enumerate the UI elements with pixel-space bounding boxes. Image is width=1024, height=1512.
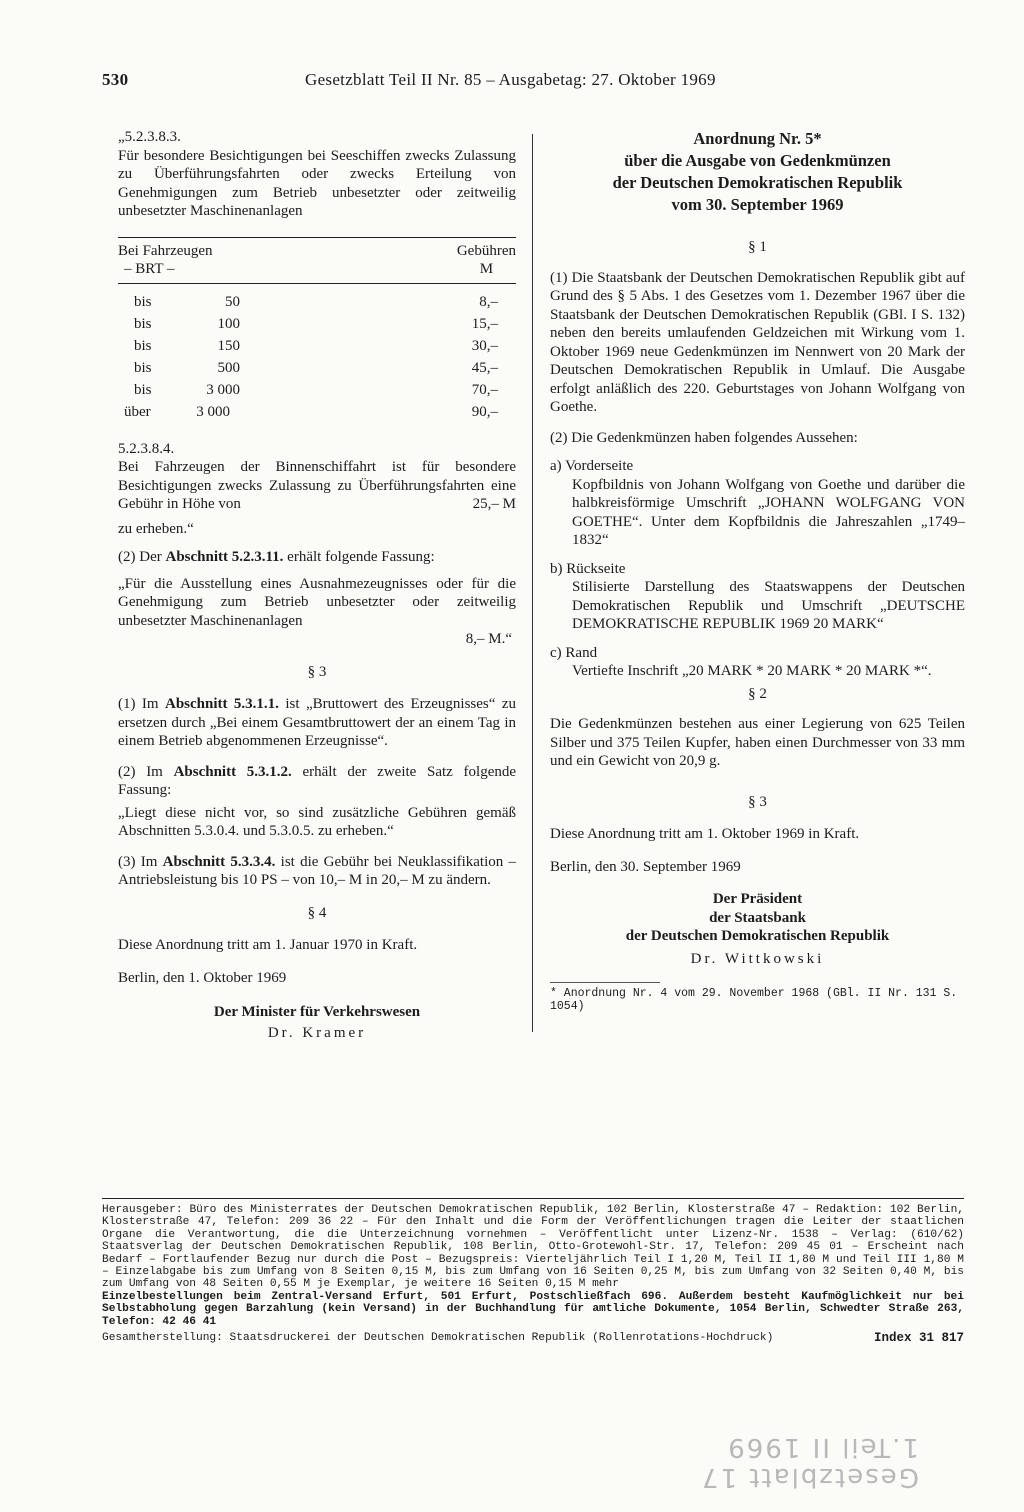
paragraph: (3) Im Abschnitt 5.3.3.4. ist die Gebühr bei Neuklassifikation – Antriebsleistung bis 10 PS – von 10,– M in 20,– M zu ändern. (118, 853, 517, 888)
quote-paragraph: „Für die Ausstellung eines Ausnahmezeugnisses oder für die Genehmigung zum Betrieb unbesetzter oder zeitweilig unbesetzter Maschinenanlagen (118, 575, 516, 629)
paragraph: Bei Fahrzeugen der Binnenschiffahrt ist für besondere Besichtigungen zwecks Zulassung zu Überführungsfahrten eine Gebühr in Höhe von 25,– M (118, 459, 516, 512)
list-item-text: Stilisierte Darstellung des Staatswappens der Deutschen Demokratischen Republik und Umschrift „DEUTSCHE DEMOKRATISCHE REPUBLIK 1969 20 MARK“ (572, 579, 965, 632)
imprint-printer: Gesamtherstellung: Staatsdruckerei der Deutschen Demokratischen Republik (Rollenrotations-Hochdruck) (102, 1332, 774, 1345)
table-header-unit: M (479, 261, 494, 277)
table-row: bis 150 30,– (134, 338, 498, 355)
paragraph: (1) Die Staatsbank der Deutschen Demokratischen Republik gibt auf Grund des § 5 Abs. 1 des Gesetzes vom 1. Dezember 1967 über die Staatsbank der Deutschen Demokratischen Republik (GBl. I S. 132) neben den bereits umlaufenden Geldzeichen mit Wirkung vom 1. Oktober 1969 neue Gedenkmünzen im Nennwert von 20 Mark der Deutschen Demokratischen Republik in Umlauf. Die Ausgabe erfolgt anläßlich des 220. Geburtstages von Johann Wolfgang von Goethe. (550, 269, 965, 415)
page-header-title: Gesetzblatt Teil II Nr. 85 – Ausgabetag: 27. Oktober 1969 (305, 70, 716, 89)
section-heading: § 2 (748, 685, 767, 702)
signer-name: Dr. Kramer (267, 1024, 367, 1041)
paragraph: Diese Anordnung tritt am 1. Januar 1970 in Kraft. (118, 937, 418, 953)
signer-name: Dr. Wittkowski (690, 950, 825, 967)
section-heading: § 4 (307, 904, 327, 921)
list-item-text: Vertiefte Inschrift „20 MARK * 20 MARK * 20 MARK *“. (572, 663, 932, 679)
fee-table-header (118, 242, 516, 279)
list-item-label: a) Vorderseite (550, 458, 634, 474)
section-number: 5.2.3.8.4. (118, 440, 175, 457)
table-row: bis 50 8,– (134, 294, 498, 311)
imprint (102, 1204, 964, 1344)
fee-amount: 8,– M.“ (465, 631, 512, 647)
section-number: „5.2.3.8.3. (118, 129, 181, 145)
footnote: * Anordnung Nr. 4 vom 29. November 1968 (GBl. II Nr. 131 S. 1054) (550, 987, 958, 1013)
paragraph: Diese Anordnung tritt am 1. Oktober 1969 in Kraft. (550, 826, 860, 842)
list-item-text: Kopfbildnis von Johann Wolfgang von Goethe und darüber die halbkreisförmige Umschrift „JOHANN WOLFGANG VON GOETHE“. Unter dem Kopfbildnis die Jahreszahlen „1749–1832“ (572, 476, 965, 548)
decree-title: Anordnung Nr. 5* über die Ausgabe von Gedenkmünzen der Deutschen Demokratischen Republik vom 30. September 1969 (612, 129, 903, 214)
imprint-publisher: Herausgeber: Büro des Ministerrates der Deutschen Demokratischen Republik, 102 Berlin, Klosterstraße 47 – Redaktion: 102 Berlin, Klosterstraße 47, Telefon: 209 36 22 – Für den Inhalt und die Form der Veröffentlichungen tragen die Leiter der staatlichen Organe die Verantwortung, die die Unterzeichnung vornehmen – Veröffentlicht unter Lizenz-Nr. 1538 – Verlag: (610/62) Staatsverlag der Deutschen Demokratischen Republik, 108 Berlin, Otto-Grotewohl-Str. 17, Telefon: 209 45 01 – Erscheint nach Bedarf – Fortlaufender Bezug nur durch die Post – Bezugspreis: Vierteljährlich Teil I 1,20 M, Teil II 1,80 M und Teil III 1,80 M – Einzelabgabe bis zum Umfang von 8 Seiten 0,15 M, bis zum Umfang von 16 Seiten 0,25 M, bis zum Umfang von 32 Seiten 0,40 M, bis zum Umfang von 48 Seiten 0,55 M je Exemplar, je weitere 16 Seiten 0,15 M mehr (102, 1204, 964, 1291)
right-column (550, 128, 965, 1013)
paragraph: (2) Der Abschnitt 5.2.3.11. erhält folgende Fassung: (118, 549, 435, 565)
section-heading: § 3 (307, 663, 327, 680)
paragraph: (2) Im Abschnitt 5.3.1.2. erhält der zweite Satz folgende Fassung: (118, 763, 517, 798)
table-row: über 3 000 90,– (124, 404, 498, 421)
table-row: bis 500 45,– (134, 360, 498, 377)
page-number: 530 (102, 70, 129, 89)
table-header-vehicles: Bei Fahrzeugen (118, 242, 213, 259)
place-date: Berlin, den 30. September 1969 (550, 858, 741, 875)
table-header-rule (118, 283, 516, 284)
left-column (118, 128, 516, 1042)
paragraph: Die Gedenkmünzen bestehen aus einer Legierung von 625 Teilen Silber und 375 Teilen Kupfer, haben einen Durchmesser von 33 mm und ein Gewicht von 20,9 g. (550, 716, 965, 769)
place-date: Berlin, den 1. Oktober 1969 (118, 969, 287, 986)
table-row: bis 100 15,– (134, 316, 498, 333)
table-header-brt: – BRT – (124, 261, 175, 277)
section-heading: § 3 (748, 793, 767, 810)
column-divider (532, 134, 533, 1032)
list-item-label: c) Rand (550, 644, 598, 661)
archive-stamp: Gesetzblatt 17 1.Teil II 1969 (700, 1432, 919, 1492)
list-item-label: b) Rückseite (550, 560, 626, 577)
imprint-orders: Einzelbestellungen beim Zentral-Versand Erfurt, 501 Erfurt, Postschließfach 696. Außerdem besteht Kaufmöglichkeit nur bei Selbstabholung gegen Barzahlung (kein Versand) in der Buchhandlung für amtliche Dokumente, 1054 Berlin, Schwedter Straße 263, Telefon: 42 46 41 (102, 1290, 964, 1328)
signer-title: Der Minister für Verkehrswesen (213, 1004, 421, 1020)
paragraph: Für besondere Besichtigungen bei Seeschiffen zwecks Zulassung zu Überführungsfahrten oder zwecks Erteilung von Genehmigungen zum Betrieb unbesetzter oder zeitweilig unbesetzter Maschinenanlagen (118, 147, 516, 219)
quote-paragraph: „Liegt diese nicht vor, so sind zusätzliche Gebühren gemäß Abschnitten 5.3.0.4. und 5.3.0.5. zu erheben.“ (118, 804, 516, 839)
table-row: bis 3 000 70,– (134, 382, 498, 399)
paragraph: (1) Im Abschnitt 5.3.1.1. ist „Bruttowert des Erzeugnisses“ zu ersetzen durch „Bei einem Gesamtbruttowert der an einem Tag in einem Betrieb abgenommenen Erzeugnisse“. (118, 696, 516, 749)
table-top-rule (118, 237, 516, 238)
footnote-rule (550, 982, 660, 983)
paragraph-end: zu erheben.“ (118, 520, 194, 537)
imprint-index: Index 31 817 (873, 1331, 964, 1346)
fee-table-body (118, 292, 516, 424)
imprint-rule (102, 1198, 964, 1199)
paragraph: (2) Die Gedenkmünzen haben folgendes Aussehen: (550, 429, 858, 446)
signer-block: Der Präsident der Staatsbank der Deutschen Demokratischen Republik (625, 891, 890, 944)
section-heading: § 1 (748, 239, 767, 255)
table-header-fees: Gebühren (456, 242, 516, 259)
